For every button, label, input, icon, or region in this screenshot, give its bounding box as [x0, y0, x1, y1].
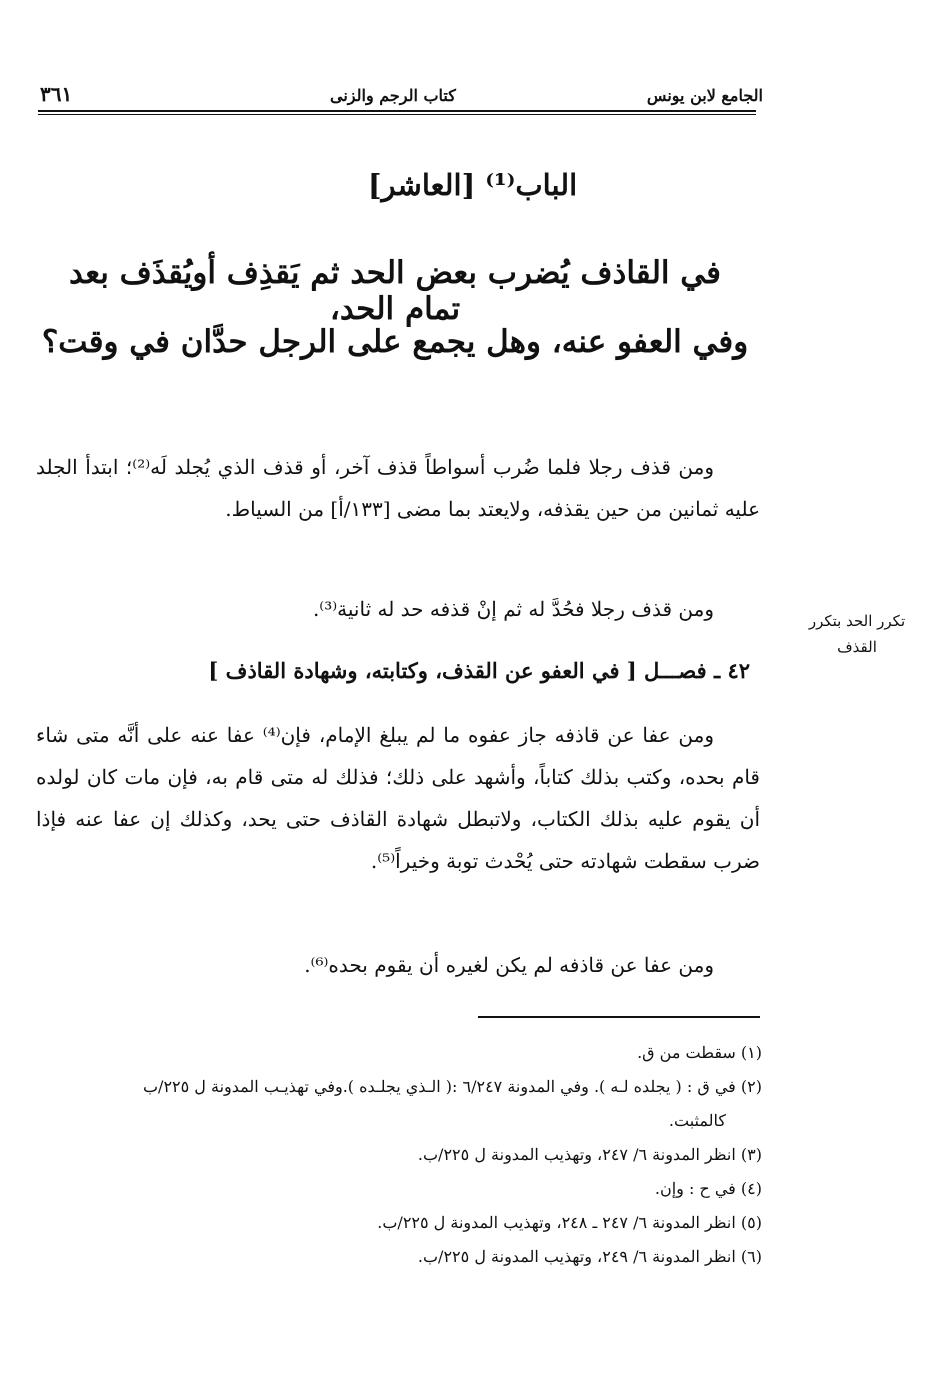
header-rule-top [38, 110, 756, 112]
paragraph-1-text: ومن قذف رجلا فلما ضُرب أسواطاً قذف آخر، أو قذف الذي يُجلد لَه⁽²⁾؛ ابتدأ الجلد عليه ثمانين من حين يقذفه، ولايعتد بما مضى [١٣٣/أ] من السياط. [36, 455, 760, 521]
chapter-subtitle-line2: وفي العفو عنه، وهل يجمع على الرجل حدَّان في وقت؟ [41, 324, 749, 360]
running-header-book-title: الجامع لابن يونس [646, 86, 763, 105]
paragraph-1 [36, 446, 760, 530]
footnote-2: (٢) في ق : ( يجلده لـه ). وفي المدونة ٦/٢٤٧ :( الـذي يجلـده ).وفي تهذيـب المدونة ل ٢٢٥/ب [142, 1077, 762, 1096]
footnote-2-continued: كالمثبت. [668, 1111, 726, 1130]
footnotes [36, 1036, 762, 1274]
page-number: ٣٦١ [40, 82, 73, 106]
section-heading: ٤٢ ـ فصـــل [ في العفو عن القذف، وكتابته، وشهادة القاذف ] [208, 658, 750, 683]
footnote-3: (٣) انظر المدونة ٦/ ٢٤٧، وتهذيب المدونة ل ٢٢٥/ب. [417, 1145, 762, 1164]
footnote-6: (٦) انظر المدونة ٦/ ٢٤٩، وتهذيب المدونة ل ٢٢٥/ب. [417, 1247, 762, 1266]
header-rule-bottom [38, 114, 756, 115]
margin-note-line2: القذف [837, 638, 877, 656]
footnote-separator [478, 1016, 760, 1018]
margin-note-line1: تكرر الحد بتكرر [808, 612, 906, 630]
paragraph-4-text: ومن عفا عن قاذفه لم يكن لغيره أن يقوم بحده⁽⁶⁾. [304, 953, 714, 977]
margin-note [787, 608, 927, 660]
paragraph-3 [36, 714, 760, 882]
paragraph-3-text: ومن عفا عن قاذفه جاز عفوه ما لم يبلغ الإمام، فإن⁽⁴⁾ عفا عنه على أنَّه متى شاء قام بحده، وكتب بذلك كتاباً، وأشهد على ذلك؛ فذلك له متى قام به، فإن مات كان لولده أن يقوم عليه بذلك الكتاب، ولاتبطل شهادة القاذف حتى يحد، وكذلك إن عفا عنه فإذا ضرب سقطت شهادته حتى يُحْدث توبة وخيراً⁽⁵⁾. [36, 723, 760, 873]
chapter-subtitle-line1: في القاذف يُضرب بعض الحد ثم يَقذِف أويُقذَف بعد تمام الحد، [69, 255, 721, 327]
footnote-5: (٥) انظر المدونة ٦/ ٢٤٧ ـ ٢٤٨، وتهذيب المدونة ل ٢٢٥/ب. [377, 1213, 762, 1232]
footnote-4: (٤) في ح : وإن. [654, 1179, 762, 1198]
paragraph-2-text: ومن قذف رجلا فحُدَّ له ثم إنْ قذفه حد له ثانية⁽³⁾. [312, 597, 714, 621]
paragraph-2 [36, 588, 760, 630]
chapter-title: الباب⁽¹⁾ [العاشر] [367, 168, 578, 202]
footnote-1: (١) سقطت من ق. [637, 1043, 762, 1062]
paragraph-4 [36, 944, 760, 986]
running-header-section: كتاب الرجم والزنى [330, 86, 456, 105]
